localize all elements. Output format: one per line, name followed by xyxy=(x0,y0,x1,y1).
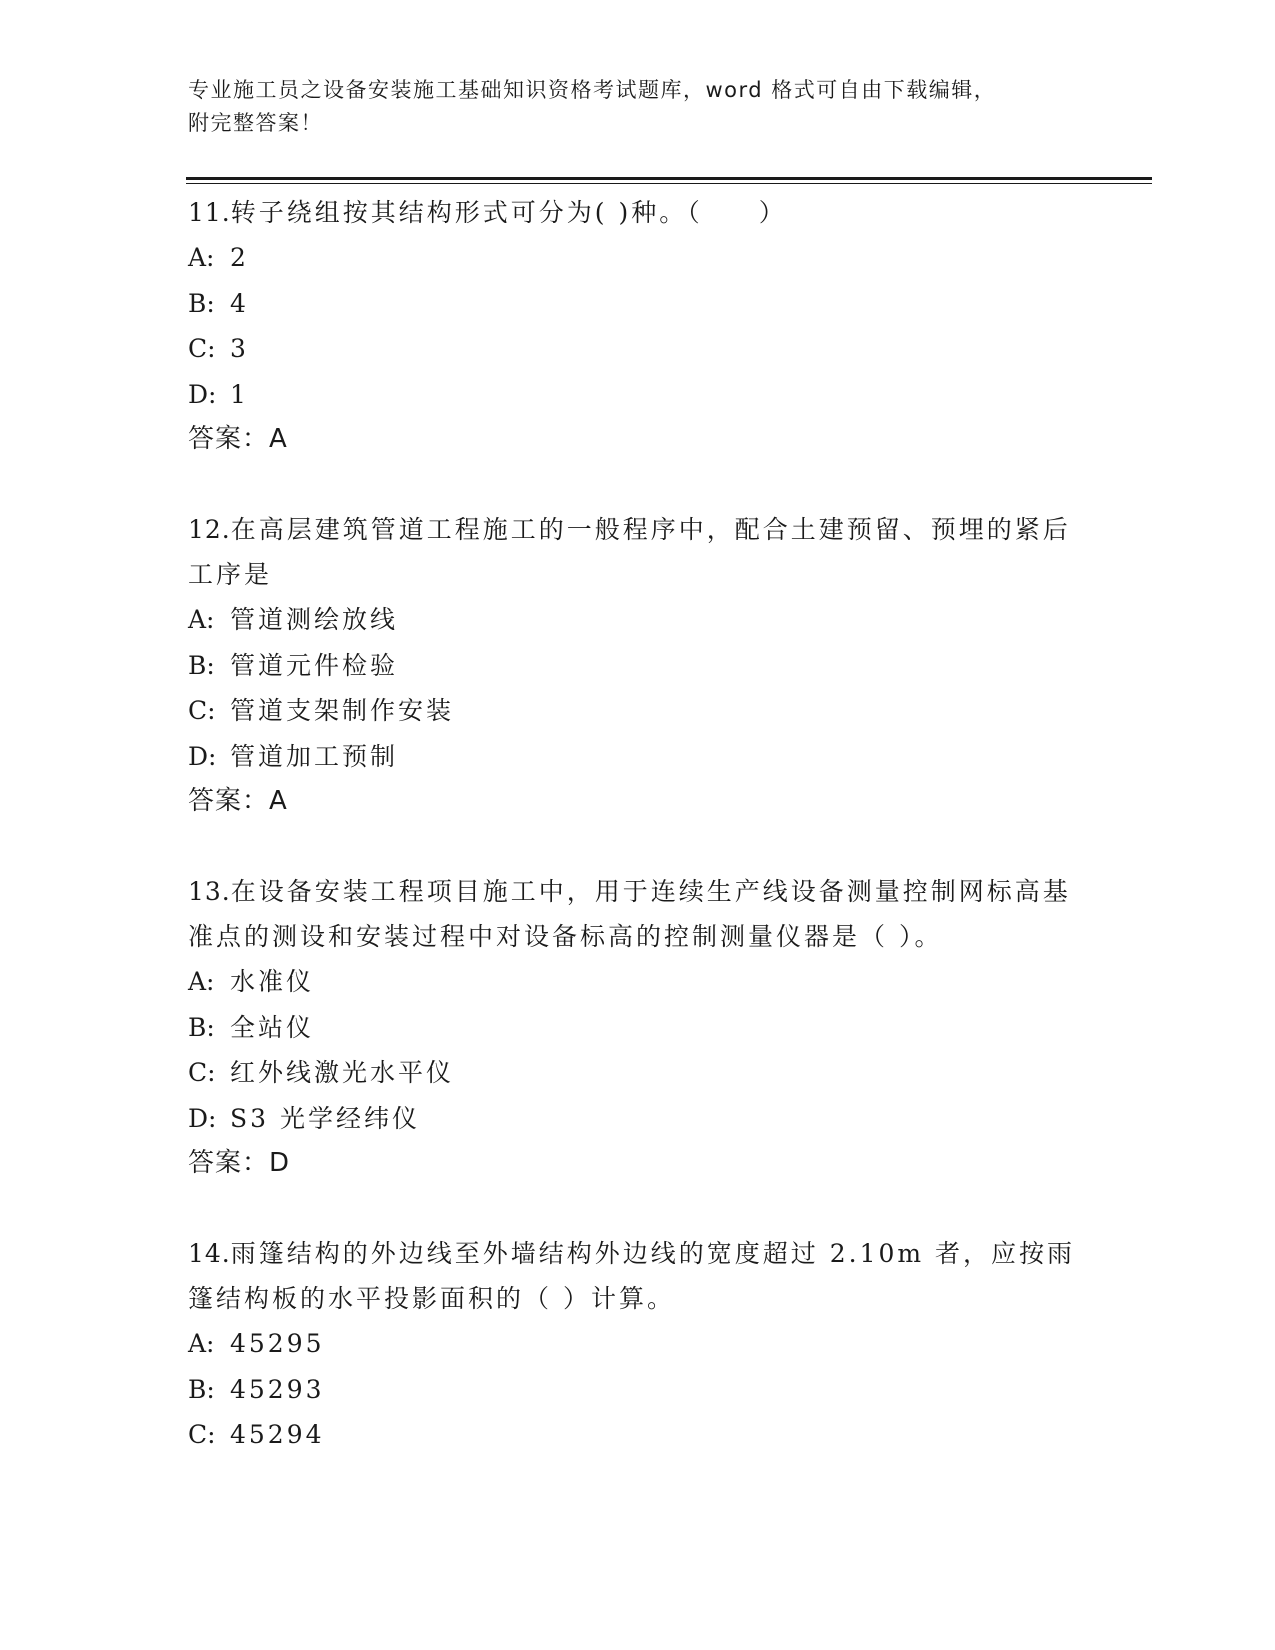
option-letter: B: xyxy=(188,288,215,318)
question-stem xyxy=(188,1231,1088,1321)
question-12 xyxy=(188,507,1088,824)
question-number: 12. xyxy=(188,515,231,544)
header-divider-thick xyxy=(186,177,1152,180)
option-text: 45295 xyxy=(230,1329,325,1358)
option-letter: D: xyxy=(188,379,217,409)
answer-line: 答案：D xyxy=(188,1148,291,1178)
question-stem xyxy=(188,507,1088,597)
option-letter: C: xyxy=(188,1420,216,1449)
option-b xyxy=(188,1005,1088,1051)
option-text: 4 xyxy=(230,288,249,318)
option-letter: A: xyxy=(188,243,215,272)
option-letter: A: xyxy=(188,1329,215,1358)
option-c xyxy=(188,1050,1088,1096)
question-stem xyxy=(188,869,1088,959)
option-text: S3 光学经纬仪 xyxy=(230,1103,420,1133)
option-letter: C: xyxy=(188,696,216,725)
option-d xyxy=(188,372,1088,418)
header-divider-thin xyxy=(186,183,1152,184)
answer-line: 答案：A xyxy=(188,424,288,454)
option-letter: D: xyxy=(188,741,217,771)
question-number: 13. xyxy=(188,877,231,906)
question-text: 在高层建筑管道工程施工的一般程序中，配合土建预留、预埋的紧后工序是 xyxy=(188,515,1071,589)
option-a xyxy=(188,959,1088,1005)
option-letter: A: xyxy=(188,605,215,634)
header-line-1: 专业施工员之设备安装施工基础知识资格考试题库，word 格式可自由下载编辑， xyxy=(188,78,997,102)
option-text: 管道支架制作安装 xyxy=(230,696,455,725)
option-letter: B: xyxy=(188,1374,215,1404)
option-text: 45294 xyxy=(230,1420,325,1449)
option-a xyxy=(188,1321,1088,1367)
option-text: 管道测绘放线 xyxy=(230,605,399,634)
option-text: 2 xyxy=(230,243,249,272)
question-number: 14. xyxy=(188,1239,231,1268)
option-letter: C: xyxy=(188,1058,216,1087)
option-c xyxy=(188,1412,1088,1458)
option-text: 管道元件检验 xyxy=(230,650,399,680)
option-letter: B: xyxy=(188,650,215,680)
question-list xyxy=(188,190,1088,1458)
option-b xyxy=(188,1367,1088,1413)
question-stem xyxy=(188,190,1088,235)
option-c xyxy=(188,326,1088,372)
document-header xyxy=(188,74,1088,140)
option-letter: C: xyxy=(188,334,216,363)
option-text: 水准仪 xyxy=(230,967,315,996)
question-text: 转子绕组按其结构形式可分为( )种。（ ） xyxy=(230,198,787,227)
option-d xyxy=(188,734,1088,780)
option-letter: A: xyxy=(188,967,215,996)
option-letter: B: xyxy=(188,1012,215,1042)
option-c xyxy=(188,688,1088,734)
question-11 xyxy=(188,190,1088,462)
answer-line: 答案：A xyxy=(188,786,288,816)
option-text: 1 xyxy=(230,379,249,409)
option-text: 红外线激光水平仪 xyxy=(230,1058,455,1087)
option-text: 全站仪 xyxy=(230,1012,315,1042)
option-b xyxy=(188,281,1088,327)
option-text: 管道加工预制 xyxy=(230,741,399,771)
option-a xyxy=(188,597,1088,643)
option-text: 3 xyxy=(230,334,249,363)
question-14 xyxy=(188,1231,1088,1458)
option-d xyxy=(188,1096,1088,1142)
question-13 xyxy=(188,869,1088,1186)
question-number: 11. xyxy=(188,198,231,227)
header-line-2: 附完整答案！ xyxy=(188,111,323,135)
option-b xyxy=(188,643,1088,689)
option-letter: D: xyxy=(188,1103,217,1133)
option-text: 45293 xyxy=(230,1374,325,1404)
question-text: 在设备安装工程项目施工中，用于连续生产线设备测量控制网标高基准点的测设和安装过程中对设备标高的控制测量仪器是（ ）。 xyxy=(188,877,1071,951)
option-a xyxy=(188,235,1088,281)
question-text: 雨篷结构的外边线至外墙结构外边线的宽度超过 2.10m 者，应按雨篷结构板的水平投影面积的（ ）计算。 xyxy=(188,1239,1076,1313)
